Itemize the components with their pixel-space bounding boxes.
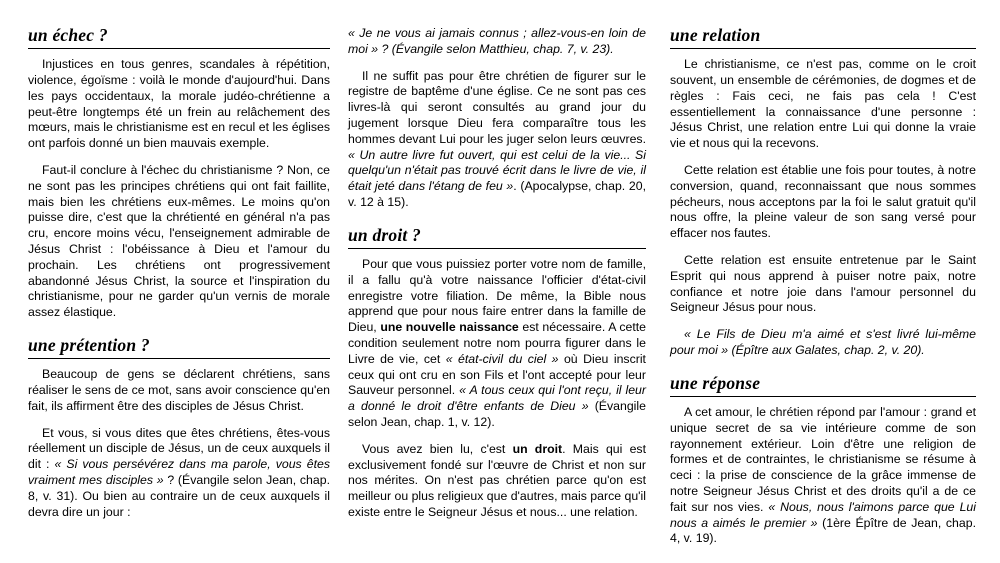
paragraph: Cette relation est ensuite entretenue par le Saint Esprit qui nous apprend à puiser notre paix, notre confiance et notre joie dans l'amour personnel du Seigneur Jésus pour nous. — [670, 253, 976, 315]
paragraph: « Je ne vous ai jamais connus ; allez-vous-en loin de moi » ? (Évangile selon Matthieu, chap. 7, v. 23). — [348, 26, 646, 56]
paragraph: Injustices en tous genres, scandales à répétition, violence, égoïsme : voilà le monde d'aujourd'hui. Dans les pays occidentaux, la morale judéo-chrétienne a peut-être longtemps été un frein au relâchement des mœurs, mais le christianisme est en recul et les églises ont parfois donné un bien mauvais exemple. — [28, 57, 330, 151]
section-spacer — [28, 321, 330, 336]
paragraph-quote: « Le Fils de Dieu m'a aimé et s'est livré lui-même pour moi » (Épître aux Galates, chap. 2, v. 20). — [670, 327, 976, 357]
paragraph: Le christianisme, ce n'est pas, comme on le croit souvent, un ensemble de cérémonies, de dogmes et de règles : Fais ceci, ne fais pas cela ! C'est essentiellement la connaissance d'une personne : Jésus Christ, une relation entre Lui qui donne la vraie vie et nous qui la recevons. — [670, 57, 976, 151]
section-heading-un-echec: un échec ? — [28, 26, 330, 49]
paragraph: Faut-il conclure à l'échec du christianisme ? Non, ce ne sont pas les principes chrétiens qui ont fait faillite, mais bien les chrétiens eux-mêmes. Le moins qu'on puisse dire, c'est que la chrétienté en général n'a pas cru, encore moins vécu, l'enseignement admirable de Jésus Christ : l'obéissance à Dieu et l'amour du prochain. Les chrétiens ont progressivement abandonné Jésus Christ, la source et l'inspiration du christianisme, pour ne garder qu'un vernis de morale assez élastique. — [28, 163, 330, 320]
paragraph: Beaucoup de gens se déclarent chrétiens, sans réaliser le sens de ce mot, sans avoir conscience qu'en fait, ils affirment être des disciples de Jésus Christ. — [28, 367, 330, 413]
section-heading-un-droit: un droit ? — [348, 226, 646, 249]
column-2 — [344, 26, 660, 553]
section-spacer — [670, 359, 976, 374]
paragraph: Et vous, si vous dites que êtes chrétiens, êtes-vous réellement un disciple de Jésus, un de ceux auxquels il dit : « Si vous persévérez dans ma parole, vous êtes vraiment mes disciples » ? (Évangile selon Jean, chap. 8, v. 31). Ou bien au contraire un de ceux auxquels il devra dire un jour : — [28, 425, 330, 519]
column-1 — [28, 26, 344, 553]
paragraph: A cet amour, le chrétien répond par l'amour : grand et unique secret de sa vie intérieure comme de son rayonnement extérieur. Loin d'être une religion de formes et de contraintes, le christianisme se résume à ceci : la prise de conscience de la grâce immense de notre Seigneur Jésus Christ et des droits qu'il a de ce fait sur nos vies. « Nous, nous l'aimons parce que Lui nous a aimés le premier » (1ère Épître de Jean, chap. 4, v. 19). — [670, 405, 976, 546]
section-spacer — [348, 211, 646, 226]
section-heading-une-relation: une relation — [670, 26, 976, 49]
paragraph: Cette relation est établie une fois pour toutes, à notre conversion, quand, reconnaissant que nous sommes pécheurs, nous acceptons par la foi le salut gratuit qu'il nous offre, la pleine valeur de son sang versé pour effacer nos fautes. — [670, 163, 976, 241]
paragraph: Il ne suffit pas pour être chrétien de figurer sur le registre de baptême d'une église. Ce ne sont pas ces livres-là qui seront consultés au grand jour du jugement lorsque Dieu fera comparaître tous les hommes devant Lui pour les juger selon leurs œuvres. « Un autre livre fut ouvert, qui est celui de la vie... Si quelqu'un n'était pas trouvé écrit dans le livre de vie, il était jeté dans l'étang de feu ». (Apocalypse, chap. 20, v. 12 à 15). — [348, 68, 646, 209]
column-3 — [660, 26, 976, 553]
section-heading-une-pretention: une prétention ? — [28, 336, 330, 359]
paragraph: Vous avez bien lu, c'est un droit. Mais qui est exclusivement fondé sur l'œuvre de Christ et non sur nos mérites. On n'est pas chrétien parce qu'on est meilleur ou plus religieux que d'autres, mais parce qu'il existe entre le Seigneur Jésus et nous... une relation. — [348, 441, 646, 519]
section-heading-une-reponse: une réponse — [670, 374, 976, 397]
paragraph: Pour que vous puissiez porter votre nom de famille, il a fallu qu'à votre naissance l'officier d'état-civil enregistre votre filiation. De même, la Bible nous apprend que pour nous faire entrer dans la famille de Dieu, une nouvelle naissance est nécessaire. A cette condition seulement notre nom pourra figurer dans le Livre de vie, cet « état-civil du ciel » où Dieu inscrit ceux qui ont cru en son Fils et l'ont accepté pour leur Sauveur personnel. « A tous ceux qui l'ont reçu, il leur a donné le droit d'être enfants de Dieu » (Évangile selon Jean, chap. 1, v. 12). — [348, 257, 646, 429]
